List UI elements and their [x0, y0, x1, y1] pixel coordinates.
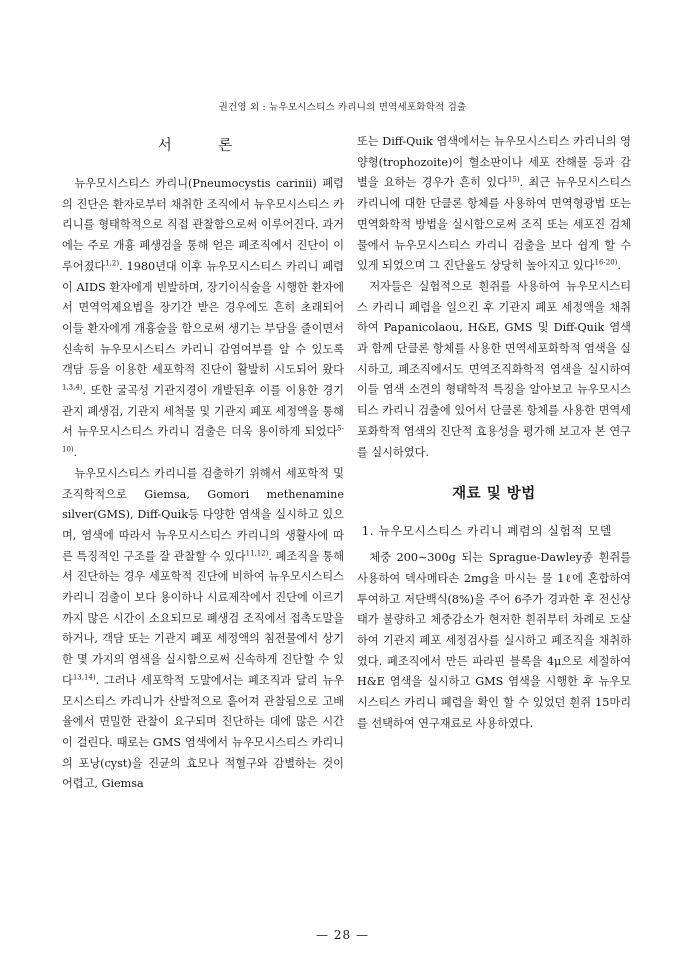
- subsection-title: 1. 뉴우모시스티스 카리니 폐렴의 실험적 모델: [361, 524, 612, 539]
- text-run: 뉴우모시스티스 카리니를 검출하기 위해서 세포학적 및 조직학적으로 Giemsa, Gomori methenamine silver(GMS), Diff-Quik등 다양한 염색을 실시하고 있으며, 염색에 따라서 뉴우모시스티스 카리니의 생활사에 따른 특징적인 구조를 잘 관찰할 수 있다: [62, 466, 344, 563]
- section-title-methods: 재료 및 방법: [452, 485, 536, 503]
- text-run: . 그러나 세포학적 도말에서는 폐조직과 달리 뉴우모시스티스 카리니가 산발적으로 흩어져 관찰됨으로 고배율에서 면밀한 관찰이 요구되며 진단하는 데에 많은 시간이 걸린다. 때로는 GMS 염색에서 뉴우모시스티스 카리니의 포낭(cyst)을 진균의 효모나 적혈구와 감별하는 것이 어렵고, Giemsa: [62, 673, 344, 791]
- text-run: 또는 Diff-Quik 염색에서는 뉴우모시스티스 카리니의 영양형(trophozoite)이 혈소판이나 세포 잔해물 등과 감별을 요하는 경우가 흔히 있다: [357, 135, 631, 190]
- section-title-introduction: 서 론: [157, 138, 249, 154]
- right-column: [357, 132, 631, 735]
- paragraph: [62, 464, 344, 795]
- paragraph: [357, 132, 631, 277]
- paragraph: 체중 200∼300g 되는 Sprague-Dawley종 흰쥐를 사용하여 덱사메타손 2mg을 마시는 물 1ℓ에 혼합하여 투여하고 저단백식(8%)을 주어 6주가 경과한 후 전신상태가 불량하고 체중감소가 현저한 흰쥐부터 차례로 도살하여 기관지 폐포 세정검사를 실시하고 폐조직을 채취하였다. 폐조직에서 만든 파라핀 블록을 4μ으로 세절하여 H&E 염색을 실시하고 GMS 염색을 시행한 후 뉴우모시스티스 카리니 폐렴을 확인 할 수 있었던 흰쥐 15마리를 선택하여 연구재료로 사용하였다.: [357, 551, 631, 730]
- text-run: 뉴우모시스티스 카리니(Pneumocystis carinii) 폐렴의 진단은 환자로부터 채취한 조직에서 뉴우모시스티스 카리니를 형태학적으로 직접 관찰함으로써 이루어진다. 과거에는 주로 개흉 폐생검을 통해 얻은 폐조직에서 진단이 이루어졌다: [62, 177, 344, 273]
- citation: 11,12): [245, 548, 269, 557]
- paragraph: 저자들은 실험적으로 흰쥐를 사용하여 뉴우모시스티스 카리니 폐렴을 일으킨 후 기관지 폐포 세정액을 채취하여 Papanicolaou, H&E, GMS 및 Diff-Quik 염색과 함께 단클론 항체를 사용한 면역세포화학적 염색을 실시하고, 폐조직에서도 면역조직화학적 염색을 실시하여 이들 염색 소견의 형태학적 특징을 알아보고 뉴우모시스티스 카리니 검출에 있어서 단클론 항체를 사용한 면역세포화학적 염색의 진단적 효용성을 평가해 보고자 본 연구를 실시하였다.: [357, 279, 631, 459]
- page-number: — 28 —: [316, 928, 369, 942]
- citation: 13,14): [72, 673, 96, 682]
- left-column: [62, 132, 344, 795]
- text-run: . 폐조직을 통해서 진단하는 경우 세포학적 진단에 비하여 뉴우모시스티스 카리니 검출이 보다 용이하나 시료제작에서 진단에 이르기까지 많은 시간이 소요되므로 폐생검 조직에서 접촉도말을 하거나, 객담 또는 기관지 폐포 세정액의 침전물에서 상기한 몇 가지의 염색을 실시함으로써 신속하게 진단할 수 있다: [62, 549, 344, 687]
- text-run: .: [617, 259, 621, 273]
- text-run: . 최근 뉴우모시스티스 카리니에 대한 단클론 항체를 사용하여 면역형광법 또는 면역화학적 방법을 실시함으로써 조직 또는 세포진 검체물에서 뉴우모시스티스 카리니 검출을 보다 쉽게 할 수 있게 되었으며 그 진단율도 상당히 높아지고 있다: [357, 176, 631, 273]
- citation: 5-10): [62, 424, 344, 454]
- citation: 1,2): [105, 259, 120, 268]
- text-run: . 또한 굴곡성 기관지경이 개발된후 이를 이용한 경기관지 폐생검, 기관지 세척물 및 기관지 폐포 세정액을 통해서 뉴우모시스티스 카리니 검출은 더욱 용이하게 되었다: [62, 384, 344, 439]
- text-run: .: [73, 446, 78, 460]
- citation: 1,3,4): [62, 383, 83, 392]
- citation: 16-20): [594, 258, 618, 267]
- paragraph: [62, 174, 344, 464]
- running-header: 권건영 외 : 뉴우모시스티스 카리니의 면역세포화학적 검출: [218, 102, 467, 113]
- text-run: . 1980년대 이후 뉴우모시스티스 카리니 폐렴이 AIDS 환자에게 빈발하며, 장기이식술을 시행한 환자에서 면역억제요법을 장기간 받은 경우에도 흔히 초래되어 이들 환자에게 개흉술을 함으로써 생기는 부담을 줄이면서 신속히 뉴우모시스티스 카리니 감염여부를 알 수 있도록 객담 등을 이용한 세포학적 진단이 활발히 시도되어 왔다: [62, 259, 344, 377]
- citation: 15): [507, 175, 520, 184]
